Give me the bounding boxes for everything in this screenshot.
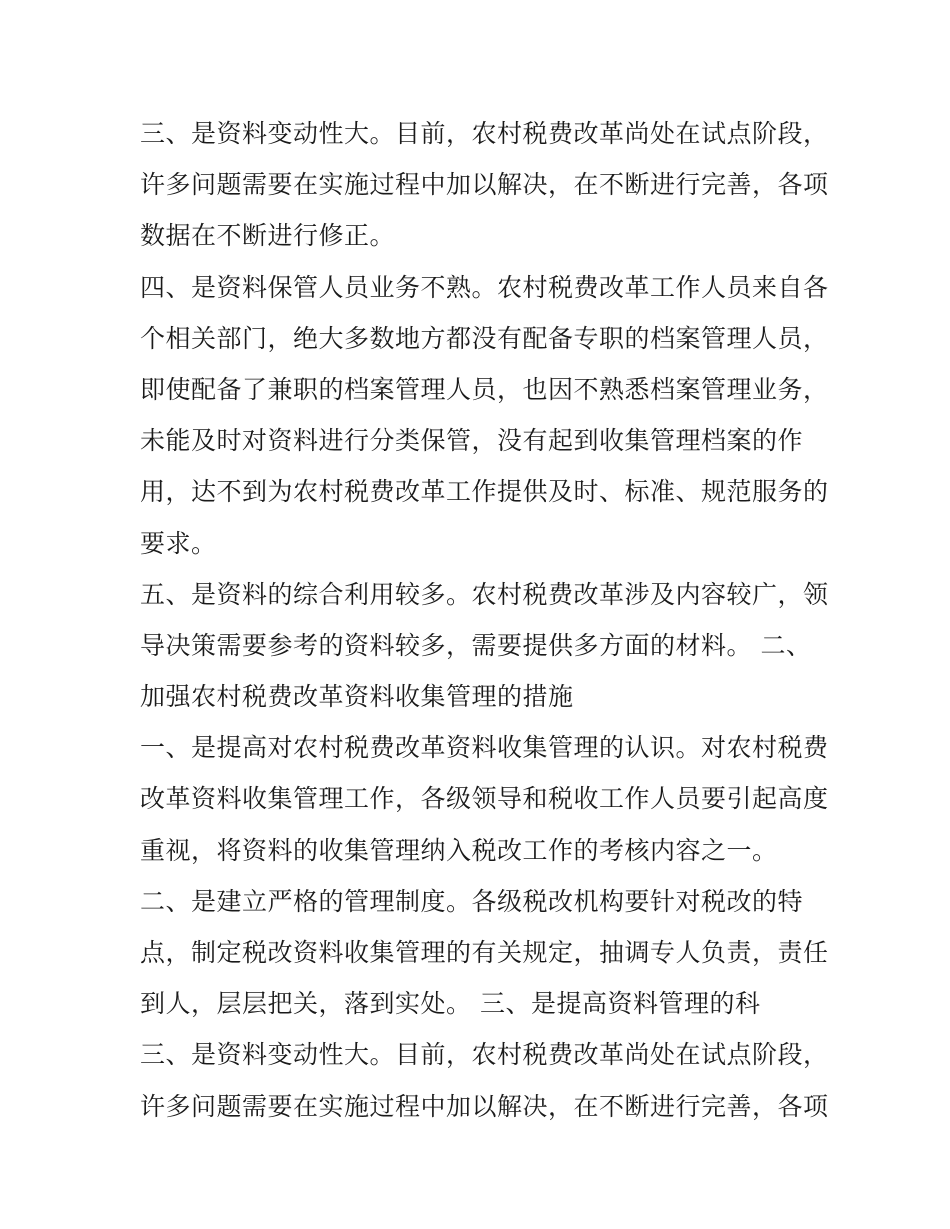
text-line: 五、是资料的综合利用较多。农村税费改革涉及内容较广，领: [140, 579, 829, 609]
text-line: 三、是资料变动性大。目前，农村税费改革尚处在试点阶段，: [140, 119, 829, 148]
text-line: 许多问题需要在实施过程中加以解决，在不断进行完善，各项: [140, 170, 829, 200]
text-line: 到人，层层把关，落到实处。 三、是提高资料管理的科: [140, 989, 761, 1019]
text-line: 三、是资料变动性大。目前，农村税费改革尚处在试点阶段，: [140, 1040, 829, 1070]
text-line: 即使配备了兼职的档案管理人员，也因不熟悉档案管理业务，: [140, 374, 829, 404]
text-line: 未能及时对资料进行分类保管，没有起到收集管理档案的作: [140, 426, 804, 456]
text-line: 个相关部门，绝大多数地方都没有配备专职的档案管理人员，: [140, 323, 829, 353]
text-line: 要求。: [140, 528, 217, 558]
text-line: 二、是建立严格的管理制度。各级税改机构要针对税改的特: [140, 886, 804, 916]
text-line: 四、是资料保管人员业务不熟。农村税费改革工作人员来自各: [140, 272, 829, 302]
text-line: 许多问题需要在实施过程中加以解决，在不断进行完善，各项: [140, 1091, 829, 1121]
text-line: 用，达不到为农村税费改革工作提供及时、标准、规范服务的: [140, 477, 829, 507]
text-line: 加强农村税费改革资料收集管理的措施: [140, 682, 574, 712]
text-line: 点，制定税改资料收集管理的有关规定，抽调专人负责，责任: [140, 938, 829, 967]
text-line: 导决策需要参考的资料较多，需要提供多方面的材料。 二、: [140, 630, 812, 660]
text-line: 一、是提高对农村税费改革资料收集管理的认识。对农村税费: [140, 733, 829, 763]
text-line: 重视，将资料的收集管理纳入税改工作的考核内容之一。: [140, 835, 778, 865]
text-line: 改革资料收集管理工作，各级领导和税收工作人员要引起高度: [140, 784, 829, 814]
text-line: 数据在不断进行修正。: [140, 221, 396, 251]
document-body: [140, 108, 830, 1132]
